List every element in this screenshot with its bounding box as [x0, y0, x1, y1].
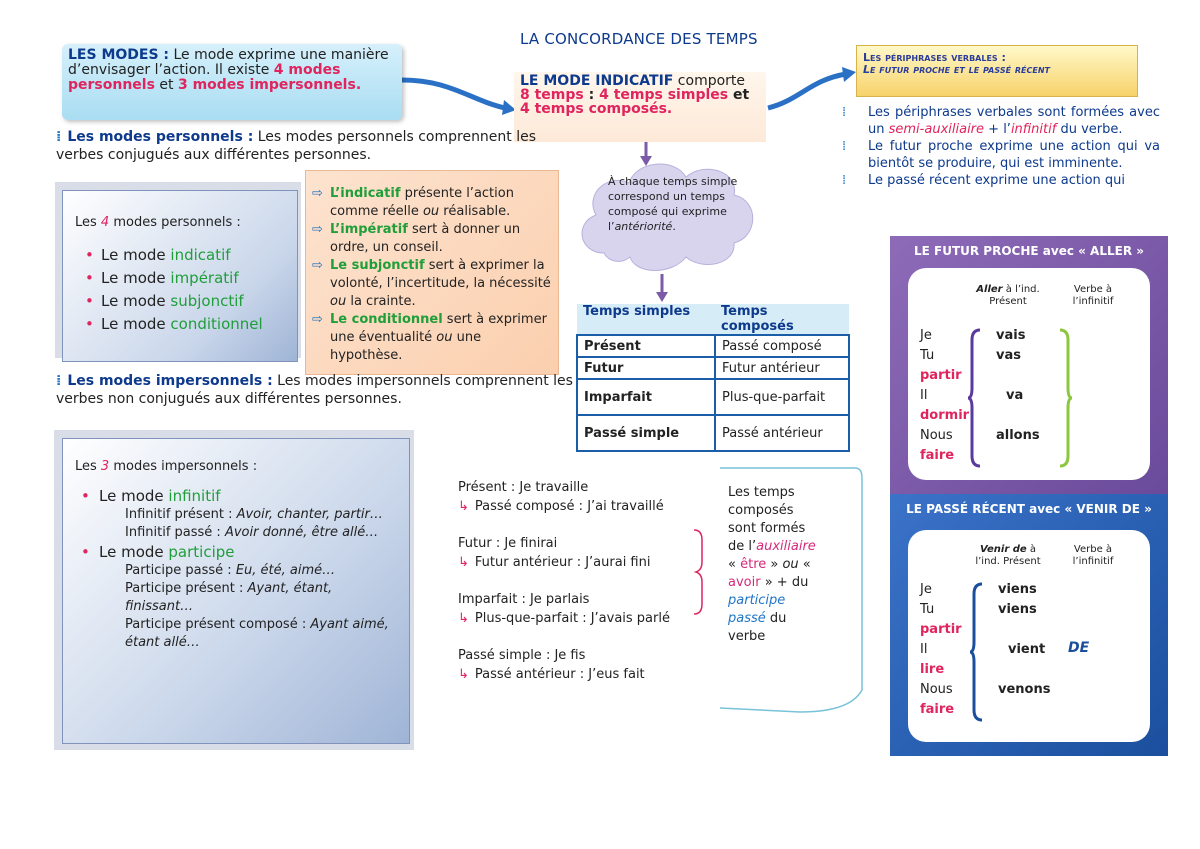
modes-personnels-box: [62, 190, 298, 362]
table-row: [577, 335, 849, 357]
perso-list: [75, 244, 285, 336]
modes-impersonnels-label: Les modes impersonnels :: [67, 373, 273, 389]
modes-label: LES MODES :: [68, 47, 170, 63]
passe-pronouns: [920, 580, 962, 720]
table-cell: Futur: [577, 357, 715, 379]
sub-label: Participe passé :: [125, 563, 236, 578]
infinitive: partir: [920, 622, 962, 637]
futur-pronouns: [920, 326, 969, 466]
table-cell: Présent: [577, 335, 715, 357]
participe-passe: [75, 562, 397, 580]
modes-personnels-count: 4 modes personnels: [68, 62, 341, 93]
temps-table: [576, 304, 850, 452]
periphrase-title: Les périphrases verbales :: [863, 51, 1006, 64]
ct-ou: ou: [782, 557, 799, 572]
modes-text: Le mode exprime une manière d’envisager l’action. Il existe: [68, 47, 389, 78]
bullet-icon: ⁞: [56, 129, 62, 145]
definition-row: [310, 185, 552, 221]
rp-a: Le futur proche exprime une action qui va bientôt se produire, qui est imminente.: [868, 139, 1160, 171]
pronoun: Il: [920, 642, 928, 657]
verb: va: [1006, 388, 1024, 403]
def-mode: L’impératif: [330, 222, 408, 237]
arrow-modes-to-indicatif: [402, 80, 505, 108]
table-cell: Futur antérieur: [715, 357, 849, 379]
pronoun: Nous: [920, 428, 953, 443]
def-text: sert à exprimer une éventualité: [330, 312, 547, 345]
right-para: [842, 138, 1160, 172]
mode-prefix: Le mode: [99, 487, 169, 505]
mode-participe: [75, 542, 397, 562]
perso-title-a: Les: [75, 215, 101, 230]
modes-personnels-text: Les modes personnels comprennent les verbes conjugués aux différentes personnes.: [56, 129, 537, 163]
arrowhead-table: [656, 292, 668, 302]
infinitive: faire: [920, 448, 955, 463]
infinitive: faire: [920, 702, 955, 717]
item-prefix: Le mode: [101, 246, 171, 264]
cloud-text: [608, 174, 748, 234]
participe-present: [75, 580, 397, 616]
arrowhead-periphrase: [842, 67, 856, 82]
arrow-indicatif-to-periphrase: [768, 74, 846, 108]
perso-title: [75, 215, 285, 230]
def-mode: Le conditionnel: [330, 312, 443, 327]
futur-brace-right: [1058, 328, 1072, 468]
bullet-icon: ⁞: [56, 373, 62, 389]
perso-title-num: 4: [100, 215, 110, 230]
def-text: sert à exprimer la volonté, l’incertitude, la nécessité: [330, 258, 551, 291]
example-compose-text: Plus-que-parfait : J’avais parlé: [474, 611, 670, 626]
table-row: [577, 379, 849, 415]
pronoun: Tu: [920, 348, 935, 363]
example-compose-text: Passé antérieur : J’eus fait: [474, 667, 645, 682]
periphrase-explanations: [842, 104, 1160, 189]
futur-brace-left: [968, 328, 982, 468]
def-text-end: la crainte.: [346, 294, 416, 309]
pronoun: Il: [920, 388, 928, 403]
imp-title-num: 3: [100, 459, 110, 474]
page-title: LA CONCORDANCE DES TEMPS: [520, 30, 758, 48]
item-prefix: Le mode: [101, 315, 171, 333]
pronoun: Je: [920, 582, 932, 597]
modes-et: et: [154, 77, 178, 93]
ct-avoir: avoir: [728, 575, 761, 590]
table-row: [577, 357, 849, 379]
arrow-right-icon: ⇨: [312, 186, 323, 201]
verb: vais: [996, 328, 1026, 343]
table-header: Temps composés: [715, 304, 849, 335]
verb: vient: [1008, 642, 1046, 657]
infinitive: dormir: [920, 408, 970, 423]
def-text-end: réalisable.: [439, 204, 511, 219]
def-mode: Le subjonctif: [330, 258, 425, 273]
table-header: Temps simples: [577, 304, 715, 335]
ct-aux: auxiliaire: [756, 539, 816, 554]
rp-a: Le passé récent exprime une action qui: [868, 173, 1126, 188]
mode-prefix: Le mode: [99, 543, 169, 561]
bullet-icon: ⁞: [842, 139, 847, 154]
mode-name: infinitif: [168, 487, 221, 505]
sub-example: Ayant, étant, finissant…: [125, 581, 333, 614]
verb: venons: [998, 682, 1051, 697]
pronoun: Tu: [920, 602, 935, 617]
indicatif-comporte: comporte: [673, 73, 746, 89]
definition-row: [310, 311, 552, 365]
list-item: [89, 313, 285, 336]
modes-impersonnels-box: [62, 438, 410, 744]
ct-a: Les temps composés sont formés de l’: [728, 485, 806, 554]
sub-example: Eu, été, aimé…: [235, 563, 336, 578]
ct-end: du verbe: [728, 611, 787, 644]
cloud-emph: antériorité: [614, 220, 673, 233]
imp-title-a: Les: [75, 459, 101, 474]
passe-brace-left: [970, 582, 984, 722]
verb: vas: [996, 348, 1021, 363]
infinitive: lire: [920, 662, 945, 677]
examples: [458, 478, 720, 684]
imp-title: [75, 459, 397, 474]
passe-head-venir: [968, 544, 1048, 568]
definition-row: [310, 257, 552, 311]
futur-title: LE FUTUR PROCHE avec « ALLER »: [914, 244, 1144, 258]
table-cell: Plus-que-parfait: [715, 379, 849, 415]
bullet-icon: ⁞: [842, 105, 847, 120]
passe-head-infinitif: Verbe à l’infinitif: [1072, 544, 1114, 567]
head-verb: Venir de: [979, 544, 1027, 555]
pronoun: Nous: [920, 682, 953, 697]
participe-present-compose: [75, 616, 397, 652]
infinitif-passe: [75, 524, 397, 542]
rp-d: infinitif: [1010, 122, 1057, 137]
indicatif-label: LE MODE INDICATIF: [520, 73, 674, 89]
example-simple: Passé simple : Je fis: [458, 648, 586, 663]
ct-q2: »: [766, 557, 783, 572]
modes-box: [62, 44, 402, 120]
cloud-text-main: À chaque temps simple correspond un temps composé qui exprime l’: [608, 175, 738, 233]
def-text-end: une hypothèse.: [330, 330, 482, 363]
sub-label: Infinitif présent :: [125, 507, 237, 522]
return-arrow-icon: ↳: [458, 611, 469, 626]
def-ou: ou: [422, 204, 440, 219]
ct-pp: participe passé: [728, 593, 786, 626]
bullet-icon: ⁞: [842, 173, 847, 188]
ct-q1: «: [728, 557, 741, 572]
def-text: sert à donner un ordre, un conseil.: [330, 222, 521, 255]
sub-label: Infinitif passé :: [125, 525, 225, 540]
futur-proche-panel: [890, 236, 1168, 494]
ct-q4: » + du: [760, 575, 809, 590]
passe-card: [908, 530, 1150, 742]
item-prefix: Le mode: [101, 269, 171, 287]
periphrase-box: [856, 45, 1138, 97]
modes-personnels-intro: [56, 128, 576, 164]
passe-de: DE: [1068, 640, 1090, 656]
futur-head-aller: [968, 284, 1048, 308]
imp-title-b: modes impersonnels :: [109, 459, 258, 474]
item-mode: subjonctif: [170, 292, 244, 310]
table-cell: Passé composé: [715, 335, 849, 357]
rp-a: Les périphrases verbales sont formées avec un: [868, 105, 1160, 137]
sub-label: Participe présent composé :: [125, 617, 311, 632]
pronoun: Je: [920, 328, 932, 343]
indicatif-et: et: [728, 87, 750, 103]
return-arrow-icon: ↳: [458, 667, 469, 682]
example-compose-text: Futur antérieur : J’aurai fini: [474, 555, 651, 570]
example-simple: Présent : Je travaille: [458, 480, 589, 495]
example-simple: Imparfait : Je parlais: [458, 592, 590, 607]
modes-impersonnels-intro: [56, 372, 576, 408]
table-cell: Passé antérieur: [715, 415, 849, 451]
example-compose-text: Passé composé : J’ai travaillé: [474, 499, 664, 514]
verb: viens: [998, 582, 1037, 597]
definitions-box: [305, 170, 559, 375]
arrow-right-icon: ⇨: [312, 222, 323, 237]
example-compose: [458, 553, 720, 572]
sub-example: Ayant aimé, étant allé…: [125, 617, 389, 650]
ct-q3: «: [798, 557, 811, 572]
passe-verbs: [998, 580, 1050, 700]
return-arrow-icon: ↳: [458, 555, 469, 570]
perso-title-b: modes personnels :: [109, 215, 241, 230]
head-rest: à l’ind. Présent: [975, 544, 1041, 567]
rp-b: semi-auxiliaire: [888, 122, 985, 137]
def-mode: L’indicatif: [330, 186, 401, 201]
head-rest: à l’ind. Présent: [989, 284, 1040, 307]
arrow-right-icon: ⇨: [312, 258, 323, 273]
verb: viens: [998, 602, 1037, 617]
mode-name: participe: [168, 543, 235, 561]
item-mode: conditionnel: [170, 315, 263, 333]
indicatif-4-simples: 4 temps simples: [599, 87, 729, 103]
ct-etre: être: [740, 557, 767, 572]
table-cell: Passé simple: [577, 415, 715, 451]
def-text: présente l’action comme réelle: [330, 186, 514, 219]
indicatif-4-composes: 4 temps composés.: [520, 101, 673, 117]
futur-card: [908, 268, 1150, 480]
example-compose: [458, 609, 720, 628]
example-compose: [458, 665, 720, 684]
item-prefix: Le mode: [101, 292, 171, 310]
periphrase-subtitle: Le futur proche et le passé récent: [863, 63, 1051, 76]
cloud-end: .: [672, 220, 676, 233]
modes-impersonnels-count: 3 modes impersonnels.: [177, 77, 362, 93]
table-header-row: [577, 304, 849, 335]
passe-recent-panel: [890, 494, 1168, 756]
return-arrow-icon: ↳: [458, 499, 469, 514]
compose-explanation: [728, 484, 818, 646]
list-item: [89, 267, 285, 290]
modes-personnels-label: Les modes personnels :: [67, 129, 254, 145]
rp-c: + l’: [984, 122, 1011, 137]
mode-infinitif: [75, 486, 397, 506]
indicatif-8-temps: 8 temps: [520, 87, 584, 103]
def-ou: ou: [330, 294, 347, 309]
futur-verbs: [996, 326, 1040, 446]
list-item: [89, 290, 285, 313]
def-ou: ou: [436, 330, 453, 345]
sub-example: Avoir, chanter, partir…: [236, 507, 383, 522]
definition-row: [310, 221, 552, 257]
table-cell: Imparfait: [577, 379, 715, 415]
sub-label: Participe présent :: [125, 581, 248, 596]
list-item: [89, 244, 285, 267]
table-row: [577, 415, 849, 451]
infinitive: partir: [920, 368, 962, 383]
sub-example: Avoir donné, être allé…: [224, 525, 379, 540]
rp-e: du verbe.: [1056, 122, 1123, 137]
indicatif-colon: :: [583, 87, 600, 103]
modes-impersonnels-text: Les modes impersonnels comprennent les verbes non conjugués aux différentes personnes.: [56, 373, 573, 407]
infinitif-present: [75, 506, 397, 524]
example-simple: Futur : Je finirai: [458, 536, 558, 551]
item-mode: impératif: [170, 269, 239, 287]
item-mode: indicatif: [170, 246, 231, 264]
right-para: [842, 172, 1160, 189]
verb: allons: [996, 428, 1040, 443]
passe-title: LE PASSÉ RÉCENT avec « VENIR DE »: [906, 502, 1152, 516]
arrow-right-icon: ⇨: [312, 312, 323, 327]
example-compose: [458, 497, 720, 516]
head-verb: Aller: [976, 284, 1003, 295]
futur-head-infinitif: Verbe à l’infinitif: [1072, 284, 1114, 307]
right-para: [842, 104, 1160, 138]
